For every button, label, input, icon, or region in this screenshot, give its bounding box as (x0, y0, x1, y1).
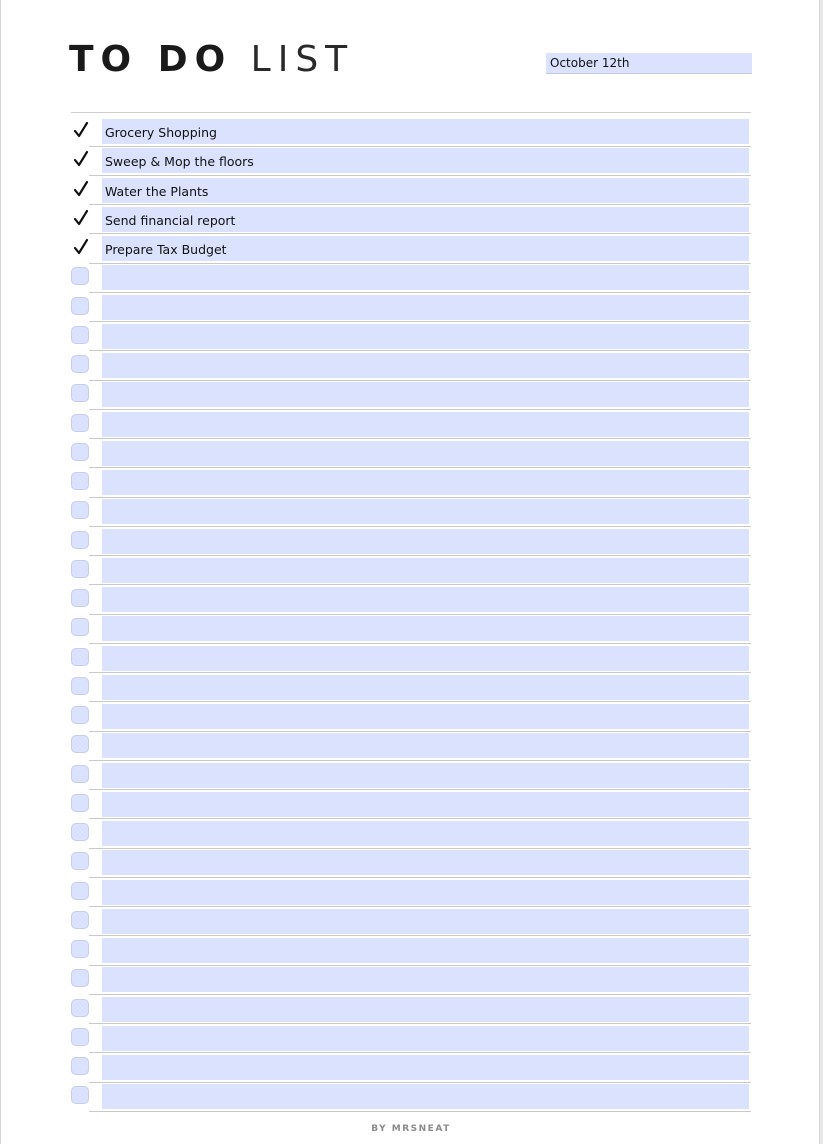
task-text-field[interactable] (102, 646, 749, 671)
date-field[interactable]: October 12th (546, 53, 752, 74)
task-row (1, 294, 821, 323)
task-row (1, 498, 821, 527)
task-text-field[interactable] (102, 353, 749, 378)
task-row (1, 264, 821, 293)
task-checkbox[interactable] (71, 443, 89, 461)
task-checkbox[interactable] (71, 297, 89, 315)
task-row (1, 323, 821, 352)
task-text-field[interactable] (102, 704, 749, 729)
task-checkbox[interactable] (71, 911, 89, 929)
task-row (1, 528, 821, 557)
task-text-field[interactable] (102, 558, 749, 583)
task-text-field[interactable]: Prepare Tax Budget (102, 236, 749, 261)
task-text-field[interactable] (102, 587, 749, 612)
task-checkbox[interactable] (71, 414, 89, 432)
task-row (1, 966, 821, 995)
checkmark-icon (73, 238, 89, 256)
title-bold: TO DO (69, 39, 233, 80)
task-text-field[interactable] (102, 529, 749, 554)
task-checkbox[interactable] (71, 1057, 89, 1075)
task-list (1, 118, 821, 1113)
task-checkbox[interactable] (71, 648, 89, 666)
task-checkbox-checked[interactable] (71, 209, 89, 227)
task-text-field[interactable] (102, 382, 749, 407)
task-row (1, 586, 821, 615)
task-text-field[interactable] (102, 1055, 749, 1080)
task-checkbox[interactable] (71, 560, 89, 578)
task-checkbox[interactable] (71, 618, 89, 636)
task-checkbox[interactable] (71, 267, 89, 285)
row-divider (89, 1111, 751, 1112)
task-row (1, 762, 821, 791)
task-row (1, 469, 821, 498)
task-text-field[interactable] (102, 324, 749, 349)
task-text-field[interactable]: Grocery Shopping (102, 119, 749, 144)
task-row (1, 732, 821, 761)
task-text-field[interactable] (102, 1084, 749, 1109)
task-row (1, 820, 821, 849)
task-text-field[interactable]: Send financial report (102, 207, 749, 232)
task-row (1, 381, 821, 410)
task-checkbox[interactable] (71, 999, 89, 1017)
task-text-field[interactable] (102, 675, 749, 700)
title-light: LIST (250, 39, 355, 80)
checkmark-icon (73, 150, 89, 168)
task-text-field[interactable] (102, 499, 749, 524)
task-text-field[interactable]: Sweep & Mop the floors (102, 148, 749, 173)
task-text-field[interactable] (102, 967, 749, 992)
task-row (1, 879, 821, 908)
task-row (1, 645, 821, 674)
task-text-field[interactable] (102, 938, 749, 963)
task-text-field[interactable] (102, 1026, 749, 1051)
task-checkbox[interactable] (71, 794, 89, 812)
page-title (69, 40, 354, 80)
task-text-field[interactable] (102, 821, 749, 846)
task-checkbox[interactable] (71, 852, 89, 870)
task-text-field[interactable]: Water the Plants (102, 178, 749, 203)
task-checkbox[interactable] (71, 765, 89, 783)
task-checkbox-checked[interactable] (71, 238, 89, 256)
task-checkbox[interactable] (71, 355, 89, 373)
task-row (1, 996, 821, 1025)
task-checkbox[interactable] (71, 1028, 89, 1046)
task-row (1, 206, 821, 235)
task-checkbox[interactable] (71, 1086, 89, 1104)
checkmark-icon (73, 180, 89, 198)
task-checkbox[interactable] (71, 706, 89, 724)
task-checkbox[interactable] (71, 677, 89, 695)
task-checkbox-checked[interactable] (71, 150, 89, 168)
task-checkbox[interactable] (71, 384, 89, 402)
checkmark-icon (73, 121, 89, 139)
task-text-field[interactable] (102, 880, 749, 905)
task-text-field[interactable] (102, 295, 749, 320)
task-text-field[interactable] (102, 909, 749, 934)
footer-credit: BY MRSNEAT (371, 1124, 451, 1134)
task-row (1, 937, 821, 966)
task-row (1, 674, 821, 703)
task-text-field[interactable] (102, 792, 749, 817)
task-checkbox[interactable] (71, 823, 89, 841)
task-row (1, 235, 821, 264)
task-row (1, 791, 821, 820)
checkmark-icon (73, 209, 89, 227)
task-checkbox[interactable] (71, 531, 89, 549)
task-row (1, 1025, 821, 1054)
task-row (1, 908, 821, 937)
task-row (1, 440, 821, 469)
task-row (1, 177, 821, 206)
task-checkbox[interactable] (71, 940, 89, 958)
task-row (1, 557, 821, 586)
task-checkbox[interactable] (71, 969, 89, 987)
task-text-field[interactable] (102, 265, 749, 290)
task-text-field[interactable] (102, 733, 749, 758)
task-row (1, 703, 821, 732)
task-text-field[interactable] (102, 997, 749, 1022)
task-text-field[interactable] (102, 412, 749, 437)
task-checkbox[interactable] (71, 882, 89, 900)
task-checkbox-checked[interactable] (71, 121, 89, 139)
task-checkbox[interactable] (71, 735, 89, 753)
task-text-field[interactable] (102, 616, 749, 641)
task-checkbox[interactable] (71, 501, 89, 519)
task-row (1, 147, 821, 176)
task-checkbox[interactable] (71, 589, 89, 607)
task-row (1, 352, 821, 381)
task-text-field[interactable] (102, 470, 749, 495)
task-text-field[interactable] (102, 850, 749, 875)
task-checkbox-checked[interactable] (71, 180, 89, 198)
task-text-field[interactable] (102, 763, 749, 788)
task-row (1, 1083, 821, 1112)
task-checkbox[interactable] (71, 472, 89, 490)
task-row (1, 1054, 821, 1083)
task-row (1, 411, 821, 440)
task-row (1, 118, 821, 147)
task-text-field[interactable] (102, 441, 749, 466)
task-row (1, 849, 821, 878)
task-checkbox[interactable] (71, 326, 89, 344)
task-row (1, 615, 821, 644)
top-divider (71, 112, 751, 113)
